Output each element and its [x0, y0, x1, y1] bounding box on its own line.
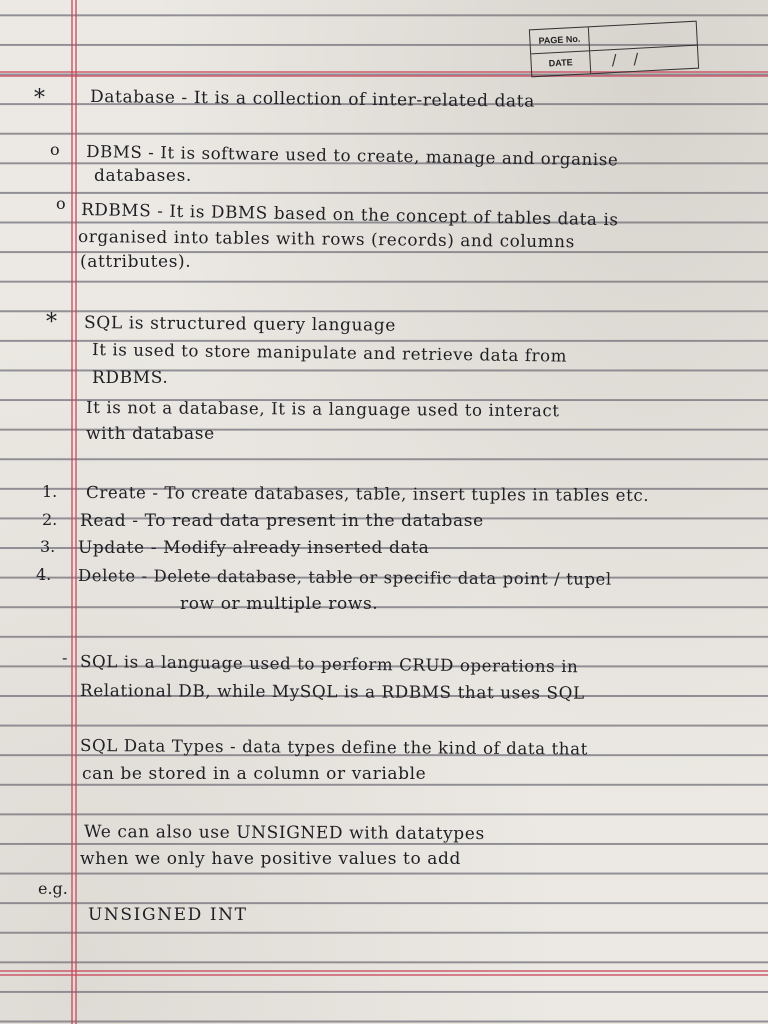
note-line-sql: SQL is structured query language: [84, 313, 397, 336]
note-line-dbms-cont: databases.: [94, 166, 192, 186]
note-line-update: Update - Modify already inserted data: [78, 538, 430, 558]
note-line-database: Database - It is a collection of inter-related data: [90, 87, 535, 112]
note-line-rdbms-cont: organised into tables with rows (records) and columns: [78, 226, 575, 252]
note-line-create: Create - To create databases, table, insert tuples in tables etc.: [86, 483, 650, 505]
footer-rule: [0, 970, 768, 972]
list-number: 3.: [40, 537, 56, 556]
note-line-sql-use: It is used to store manipulate and retrieve data from: [92, 340, 568, 366]
note-line-unsigned: We can also use UNSIGNED with datatypes: [84, 822, 485, 845]
list-number: 1.: [42, 482, 58, 501]
note-line-rdbms-cont: (attributes).: [80, 252, 192, 272]
note-line-sql-not-db: It is not a database, It is a language used to interact: [86, 398, 560, 421]
note-line-datatypes: SQL Data Types - data types define the kind of data that: [80, 736, 588, 759]
note-line-unsigned-cont: when we only have positive values to add: [80, 849, 462, 869]
bullet-marker: o: [56, 194, 66, 213]
note-line-read: Read - To read data present in the database: [80, 511, 484, 531]
note-line-delete-cont: row or multiple rows.: [180, 594, 379, 614]
bullet-marker: o: [50, 140, 60, 159]
note-line-datatypes-cont: can be stored in a column or variable: [82, 764, 427, 784]
header-rule: [0, 71, 768, 73]
dash-marker: -: [62, 648, 68, 667]
footer-rule: [0, 974, 768, 976]
margin-line: [75, 0, 77, 1024]
star-marker: *: [46, 310, 57, 335]
star-marker: *: [34, 86, 45, 111]
list-number: 4.: [36, 565, 52, 584]
note-line-sql-use-cont: RDBMS.: [92, 368, 169, 388]
note-line-rdbms: RDBMS - It is DBMS based on the concept of tables data is: [81, 199, 619, 230]
note-line-delete: Delete - Delete database, table or specific data point / tupel: [78, 566, 612, 589]
date-value: / /: [611, 49, 645, 70]
note-line-example: UNSIGNED INT: [88, 905, 248, 925]
note-line-dbms: DBMS - It is software used to create, manage and organise: [86, 142, 619, 170]
note-line-mysql: Relational DB, while MySQL is a RDBMS that uses SQL: [80, 680, 585, 703]
note-line-crud: SQL is a language used to perform CRUD operations in: [80, 652, 579, 677]
note-line-sql-not-db-cont: with database: [86, 424, 215, 444]
margin-line: [71, 0, 73, 1024]
page-date-box: [529, 21, 699, 78]
date-label: DATE: [531, 50, 591, 76]
page-no-label: PAGE No.: [530, 27, 590, 53]
header-rule: [0, 75, 768, 77]
list-number: 2.: [42, 510, 58, 529]
example-marker: e.g.: [38, 879, 68, 898]
